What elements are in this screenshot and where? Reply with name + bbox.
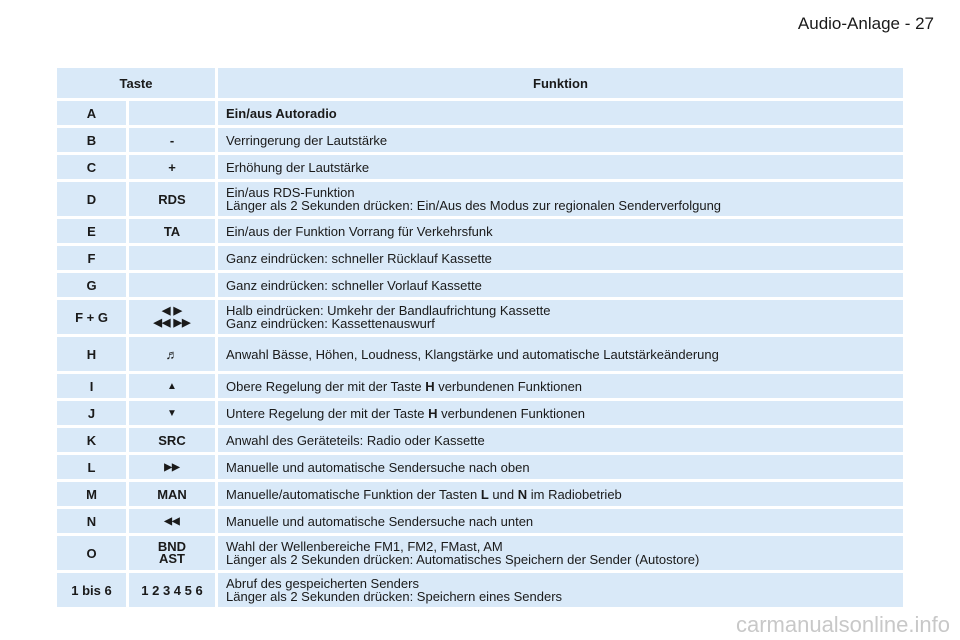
function-description: Ein/aus der Funktion Vorrang für Verkehrsfunk xyxy=(218,219,903,243)
music-note-icon: ♬ xyxy=(129,337,215,371)
rewind-fastforward-icon: ◀◀ ▶▶ xyxy=(153,317,191,329)
function-description: Ein/aus Autoradio xyxy=(218,101,903,125)
key-symbol xyxy=(129,246,215,270)
table-row xyxy=(57,509,903,533)
column-header-function: Funktion xyxy=(218,68,903,98)
key-label: B xyxy=(57,128,126,152)
function-description: Anwahl des Geräteteils: Radio oder Kassette xyxy=(218,428,903,452)
function-description xyxy=(218,182,903,216)
description-text: Manuelle/automatische Funktion der Tasten xyxy=(226,486,481,502)
key-reference: L xyxy=(480,486,489,502)
description-line: Länger als 2 Sekunden drücken: Speichern eines Senders xyxy=(226,589,563,604)
reverse-forward-icon: ◀ ▶ xyxy=(162,305,182,317)
key-symbol: SRC xyxy=(129,428,215,452)
key-symbol: MAN xyxy=(129,482,215,506)
function-description: Manuelle und automatische Sendersuche nach oben xyxy=(218,455,903,479)
table-row xyxy=(57,246,903,270)
function-description: Manuelle und automatische Sendersuche nach unten xyxy=(218,509,903,533)
key-symbol: TA xyxy=(129,219,215,243)
page-title: Audio-Anlage - 27 xyxy=(797,14,934,33)
function-description xyxy=(218,536,903,570)
key-symbol: - xyxy=(129,128,215,152)
table-row xyxy=(57,273,903,297)
description-text: Obere Regelung der mit der Taste xyxy=(226,378,426,394)
description-line: Halb eindrücken: Umkehr der Bandlaufrichtung Kassette xyxy=(226,303,551,318)
key-label: 1 bis 6 xyxy=(57,573,126,607)
description-line: Wahl der Wellenbereiche FM1, FM2, FMast, AM xyxy=(226,539,503,554)
key-symbol xyxy=(129,273,215,297)
table-row xyxy=(57,428,903,452)
function-description xyxy=(218,482,903,506)
table-row xyxy=(57,573,903,607)
description-text: verbundenen Funktionen xyxy=(437,405,585,421)
table-row xyxy=(57,101,903,125)
key-label: L xyxy=(57,455,126,479)
key-label: A xyxy=(57,101,126,125)
table-row xyxy=(57,536,903,570)
table-row xyxy=(57,455,903,479)
key-symbol: 1 2 3 4 5 6 xyxy=(129,573,215,607)
description-line: Länger als 2 Sekunden drücken: Ein/Aus des Modus zur regionalen Senderverfolgung xyxy=(226,198,722,213)
key-reference: N xyxy=(517,486,528,502)
key-label: G xyxy=(57,273,126,297)
function-description: Ganz eindrücken: schneller Rücklauf Kassette xyxy=(218,246,903,270)
table-row xyxy=(57,128,903,152)
description-line: Länger als 2 Sekunden drücken: Automatisches Speichern der Sender (Autostore) xyxy=(226,552,700,567)
table-row xyxy=(57,155,903,179)
description-text: und xyxy=(488,486,518,502)
key-label: D xyxy=(57,182,126,216)
key-label: N xyxy=(57,509,126,533)
key-label: J xyxy=(57,401,126,425)
description-line: Abruf des gespeicherten Senders xyxy=(226,576,419,591)
key-label: K xyxy=(57,428,126,452)
description-line: Ganz eindrücken: Kassettenauswurf xyxy=(226,316,435,331)
function-description: Ganz eindrücken: schneller Vorlauf Kassette xyxy=(218,273,903,297)
function-description: Anwahl Bässe, Höhen, Loudness, Klangstärke und automatische Lautstärkeänderung xyxy=(218,337,903,371)
table-row xyxy=(57,482,903,506)
key-symbol xyxy=(129,300,215,334)
table-row xyxy=(57,182,903,216)
function-description xyxy=(218,300,903,334)
description-line: Ein/aus RDS-Funktion xyxy=(226,185,355,200)
key-label: I xyxy=(57,374,126,398)
table-header xyxy=(57,68,903,98)
symbol-line: AST xyxy=(159,551,185,566)
function-description xyxy=(218,374,903,398)
seek-down-icon: ◀◀ xyxy=(129,509,215,533)
key-reference: H xyxy=(425,378,435,394)
table-row xyxy=(57,374,903,398)
function-table xyxy=(57,68,903,610)
seek-up-icon: ▶▶ xyxy=(129,455,215,479)
arrow-up-icon: ▲ xyxy=(129,374,215,398)
key-label: H xyxy=(57,337,126,371)
key-symbol xyxy=(129,536,215,570)
key-symbol xyxy=(129,101,215,125)
key-label: M xyxy=(57,482,126,506)
table-row xyxy=(57,401,903,425)
watermark: carmanualsonline.info xyxy=(735,612,950,637)
key-label: F xyxy=(57,246,126,270)
key-label: F + G xyxy=(57,300,126,334)
table-row xyxy=(57,337,903,371)
function-description: Verringerung der Lautstärke xyxy=(218,128,903,152)
key-reference: H xyxy=(428,405,438,421)
function-description xyxy=(218,401,903,425)
column-header-key: Taste xyxy=(57,68,215,98)
table-row xyxy=(57,300,903,334)
key-symbol: + xyxy=(129,155,215,179)
symbol-line: BND xyxy=(157,539,187,554)
key-symbol: RDS xyxy=(129,182,215,216)
table-row xyxy=(57,219,903,243)
function-description xyxy=(218,573,903,607)
arrow-down-icon: ▼ xyxy=(129,401,215,425)
description-text: im Radiobetrieb xyxy=(527,486,622,502)
key-label: E xyxy=(57,219,126,243)
description-text: Untere Regelung der mit der Taste xyxy=(226,405,429,421)
description-text: verbundenen Funktionen xyxy=(434,378,583,394)
key-label: O xyxy=(57,536,126,570)
function-description: Erhöhung der Lautstärke xyxy=(218,155,903,179)
key-label: C xyxy=(57,155,126,179)
